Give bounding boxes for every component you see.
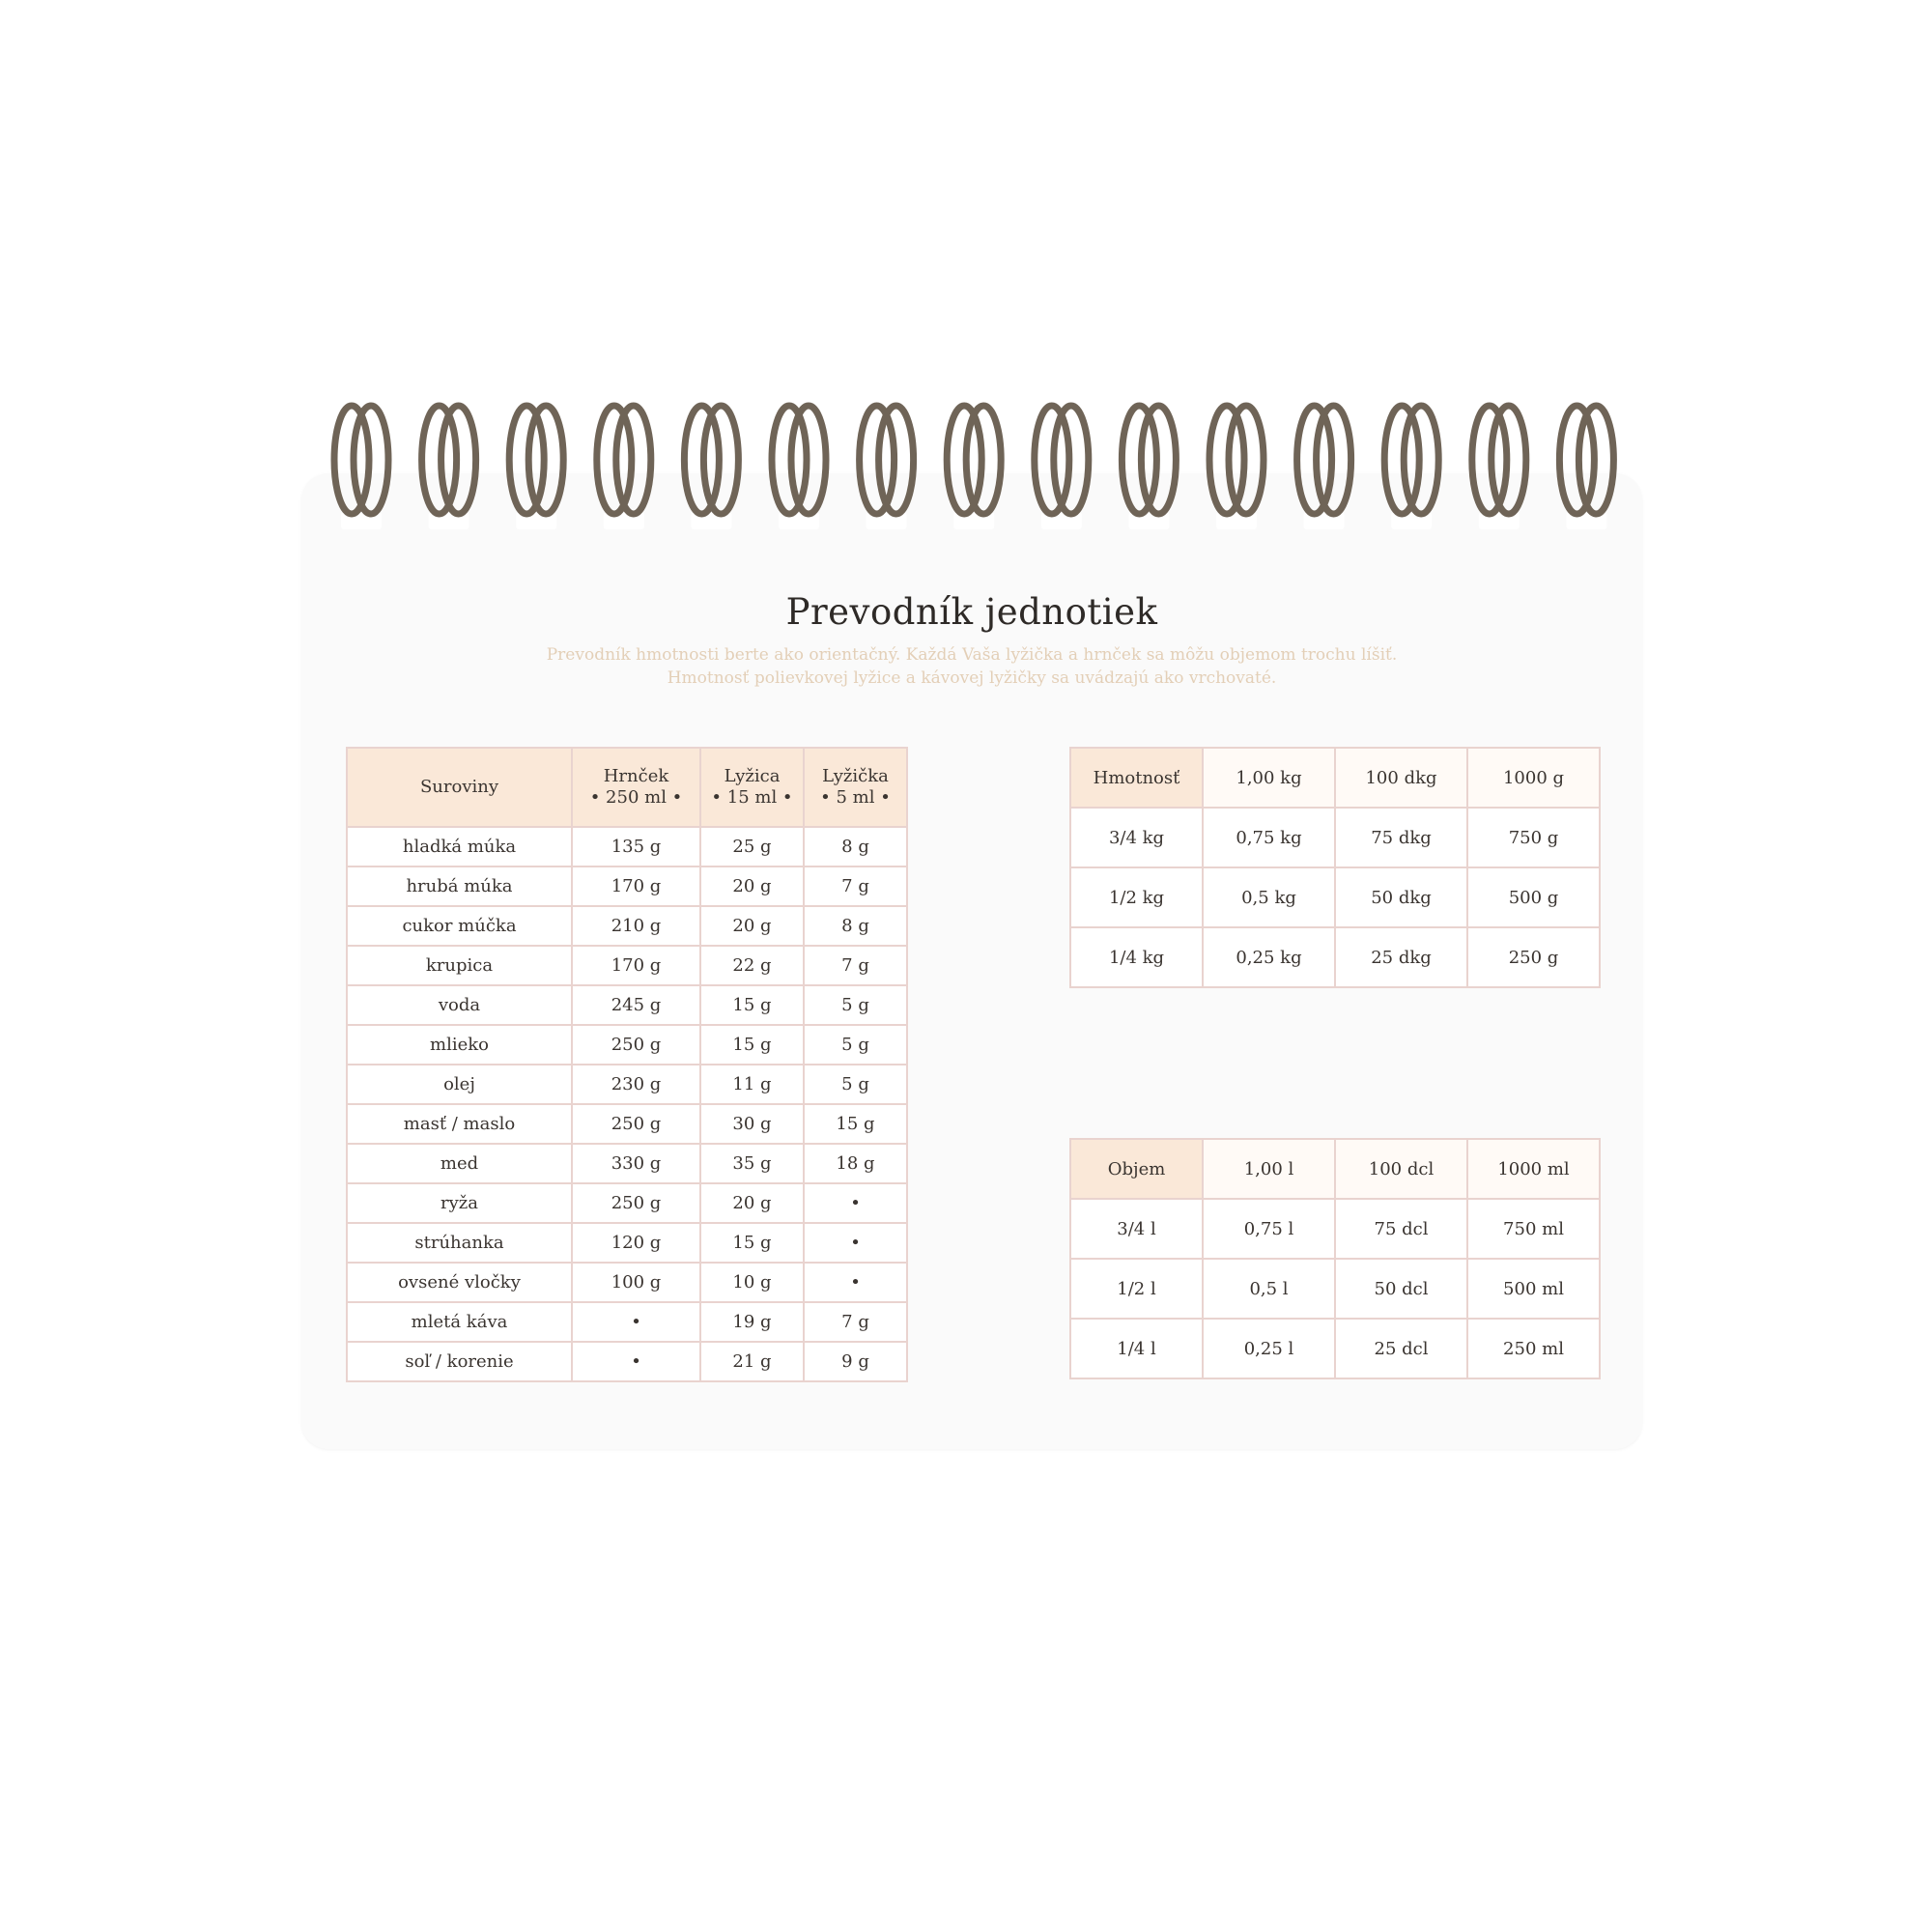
ingredient-name: olej [347,1065,572,1104]
subtitle-line-1: Prevodník hmotnosti berte ako orientačný. Každá Vaša lyžička a hrnček sa môžu objemom trochu líšiť. [546,645,1398,665]
binding-ring [1384,406,1438,529]
table-row [347,1183,907,1223]
column-header-label: Suroviny [419,777,499,797]
column-header: Objem [1070,1139,1203,1199]
row-label: 1/2 l [1070,1259,1203,1319]
table-cell: 500 ml [1467,1259,1600,1319]
table-cell: 135 g [572,827,700,867]
table-cell: 25 dkg [1335,927,1467,987]
table-cell: 20 g [700,1183,804,1223]
column-header [804,748,907,827]
table-cell: 35 g [700,1144,804,1183]
table-cell: 0,5 kg [1203,867,1335,927]
table-cell: 250 g [1467,927,1600,987]
table-row [347,1104,907,1144]
table-cell: 170 g [572,867,700,906]
table-header-row [1070,748,1600,808]
table-cell: 0,75 kg [1203,808,1335,867]
column-header-label: Lyžica [724,766,781,786]
table-row [1070,867,1600,927]
ingredient-name: krupica [347,946,572,985]
table-cell: 250 ml [1467,1319,1600,1378]
column-header-unit: • 250 ml • [589,787,683,808]
column-header-label: Lyžička [822,766,889,786]
row-label: 3/4 kg [1070,808,1203,867]
binding-ring [1559,406,1613,529]
table-cell: 75 dkg [1335,808,1467,867]
table-row [1070,808,1600,867]
column-header: 1000 ml [1467,1139,1600,1199]
row-label: 1/4 kg [1070,927,1203,987]
table-row [347,1144,907,1183]
table-cell: 15 g [804,1104,907,1144]
table-cell: 245 g [572,985,700,1025]
column-header: 1,00 l [1203,1139,1335,1199]
table-cell: 250 g [572,1183,700,1223]
ingredient-name: voda [347,985,572,1025]
binding-ring [597,406,651,529]
binding-ring [684,406,738,529]
binding-ring [422,406,476,529]
binding-ring [860,406,914,529]
table-cell: 11 g [700,1065,804,1104]
table-cell: 75 dcl [1335,1199,1467,1259]
column-header [347,748,572,827]
table-row [347,1342,907,1381]
table-cell: 22 g [700,946,804,985]
table-cell: 10 g [700,1263,804,1302]
table-cell: 170 g [572,946,700,985]
table-cell: 25 g [700,827,804,867]
table-row [1070,1199,1600,1259]
ingredient-name: strúhanka [347,1223,572,1263]
table-row [1070,1259,1600,1319]
ingredient-name: soľ / korenie [347,1342,572,1381]
table-row [347,1263,907,1302]
table-row [347,827,907,867]
table-cell: 230 g [572,1065,700,1104]
table-cell: 330 g [572,1144,700,1183]
column-header [572,748,700,827]
table-cell: 250 g [572,1025,700,1065]
table-row [347,1065,907,1104]
row-label: 3/4 l [1070,1199,1203,1259]
ingredients-table [346,747,908,1382]
column-header: Hmotnosť [1070,748,1203,808]
spiral-binding [0,0,1932,541]
column-header [700,748,804,827]
column-header: 1000 g [1467,748,1600,808]
column-header-label: Hrnček [603,766,669,786]
table-row [347,906,907,946]
table-cell: • [572,1302,700,1342]
column-header-unit: • 15 ml • [711,787,793,808]
table-cell: 50 dcl [1335,1259,1467,1319]
binding-ring [1472,406,1526,529]
table-cell: 50 dkg [1335,867,1467,927]
table-cell: 20 g [700,906,804,946]
ingredient-name: cukor múčka [347,906,572,946]
table-cell: 19 g [700,1302,804,1342]
table-cell: 8 g [804,906,907,946]
table-cell: • [804,1183,907,1223]
table-header-row [1070,1139,1600,1199]
table-cell: 0,75 l [1203,1199,1335,1259]
table-cell: • [804,1263,907,1302]
table-cell: 750 ml [1467,1199,1600,1259]
table-cell: 7 g [804,867,907,906]
table-cell: 250 g [572,1104,700,1144]
table-row [347,1223,907,1263]
table-cell: 7 g [804,946,907,985]
ingredient-name: ovsené vločky [347,1263,572,1302]
table-cell: 5 g [804,1025,907,1065]
ingredient-name: ryža [347,1183,572,1223]
table-cell: 20 g [700,867,804,906]
table-cell: 5 g [804,985,907,1025]
table-cell: 0,25 l [1203,1319,1335,1378]
binding-ring [509,406,563,529]
table-row [347,946,907,985]
table-cell: 100 g [572,1263,700,1302]
table-header-row [347,748,907,827]
ingredient-name: masť / maslo [347,1104,572,1144]
table-row [347,985,907,1025]
ingredient-name: med [347,1144,572,1183]
row-label: 1/2 kg [1070,867,1203,927]
subtitle-line-2: Hmotnosť polievkovej lyžice a kávovej lyžičky sa uvádzajú ako vrchovaté. [667,668,1277,688]
ingredient-name: hladká múka [347,827,572,867]
ingredient-name: mletá káva [347,1302,572,1342]
table-row [1070,927,1600,987]
table-row [347,1302,907,1342]
binding-ring [1297,406,1351,529]
row-label: 1/4 l [1070,1319,1203,1378]
table-cell: 500 g [1467,867,1600,927]
table-cell: 25 dcl [1335,1319,1467,1378]
ingredient-name: mlieko [347,1025,572,1065]
table-cell: • [804,1223,907,1263]
table-cell: 15 g [700,1223,804,1263]
table-cell: 21 g [700,1342,804,1381]
table-cell: • [572,1342,700,1381]
binding-ring [1209,406,1264,529]
table-cell: 120 g [572,1223,700,1263]
volume-conversion-table [1069,1138,1601,1379]
weight-conversion-table [1069,747,1601,988]
table-cell: 8 g [804,827,907,867]
binding-ring [772,406,826,529]
table-cell: 750 g [1467,808,1600,867]
table-cell: 18 g [804,1144,907,1183]
binding-ring [1035,406,1089,529]
table-cell: 0,5 l [1203,1259,1335,1319]
column-header: 1,00 kg [1203,748,1335,808]
table-cell: 0,25 kg [1203,927,1335,987]
page-title: Prevodník jednotiek [785,591,1158,633]
table-cell: 30 g [700,1104,804,1144]
table-cell: 9 g [804,1342,907,1381]
table-cell: 5 g [804,1065,907,1104]
table-row [347,867,907,906]
column-header: 100 dkg [1335,748,1467,808]
table-cell: 7 g [804,1302,907,1342]
binding-ring [1122,406,1176,529]
column-header-unit: • 5 ml • [820,787,891,808]
table-cell: 15 g [700,985,804,1025]
table-cell: 15 g [700,1025,804,1065]
binding-ring [334,406,388,529]
binding-ring [947,406,1001,529]
table-row [347,1025,907,1065]
table-row [1070,1319,1600,1378]
ingredient-name: hrubá múka [347,867,572,906]
table-cell: 210 g [572,906,700,946]
column-header: 100 dcl [1335,1139,1467,1199]
